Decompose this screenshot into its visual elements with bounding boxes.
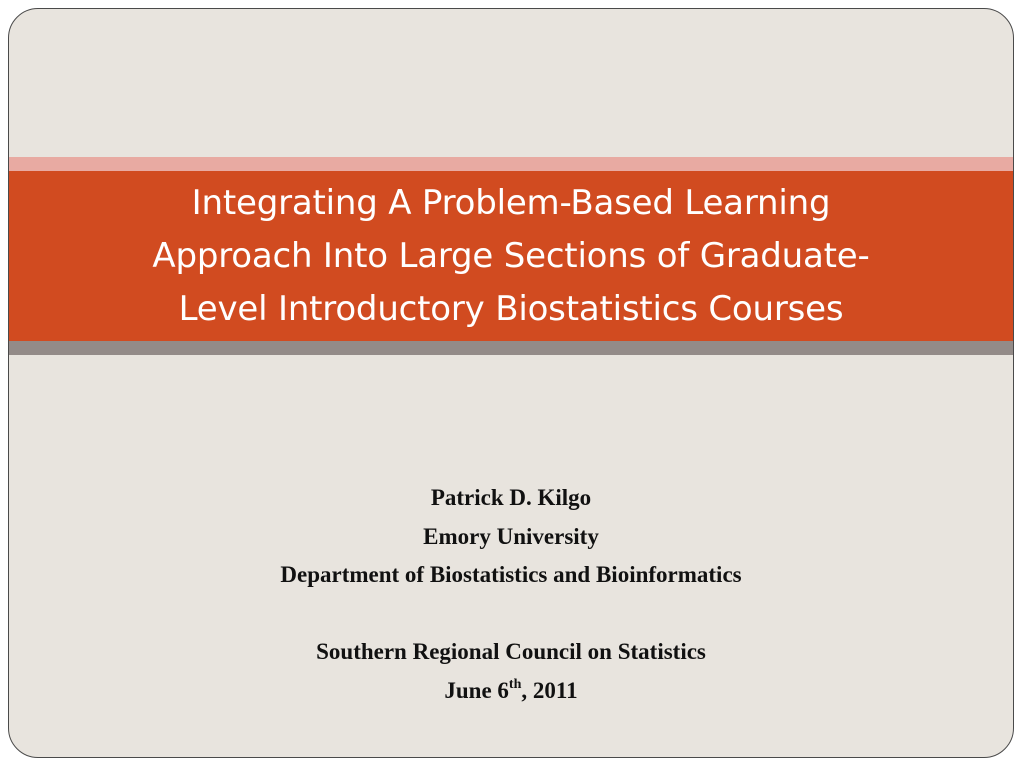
title-band-top-stripe [9, 157, 1013, 171]
author-name: Patrick D. Kilgo [430, 485, 592, 510]
slide-title-line-1: Integrating A Problem-Based Learning [191, 182, 831, 223]
date-suffix: , 2011 [521, 677, 578, 703]
slide-title-line-2: Approach Into Large Sections of Graduate- [152, 235, 870, 276]
department-name: Department of Biostatistics and Bioinformatics [280, 562, 742, 587]
date-prefix: June 6 [444, 677, 509, 703]
date-ordinal-suffix: th [508, 676, 522, 692]
subtitle-spacer [9, 595, 1013, 634]
presentation-date [9, 672, 1013, 711]
slide-subtitle [9, 479, 1013, 710]
title-band-bottom-stripe [9, 341, 1013, 355]
slide-title-line-3: Level Introductory Biostatistics Courses [178, 288, 844, 329]
title-band [9, 171, 1013, 341]
institution-name: Emory University [423, 523, 599, 549]
event-name: Southern Regional Council on Statistics [316, 639, 706, 664]
title-slide [8, 8, 1014, 758]
slide-title [81, 177, 941, 336]
